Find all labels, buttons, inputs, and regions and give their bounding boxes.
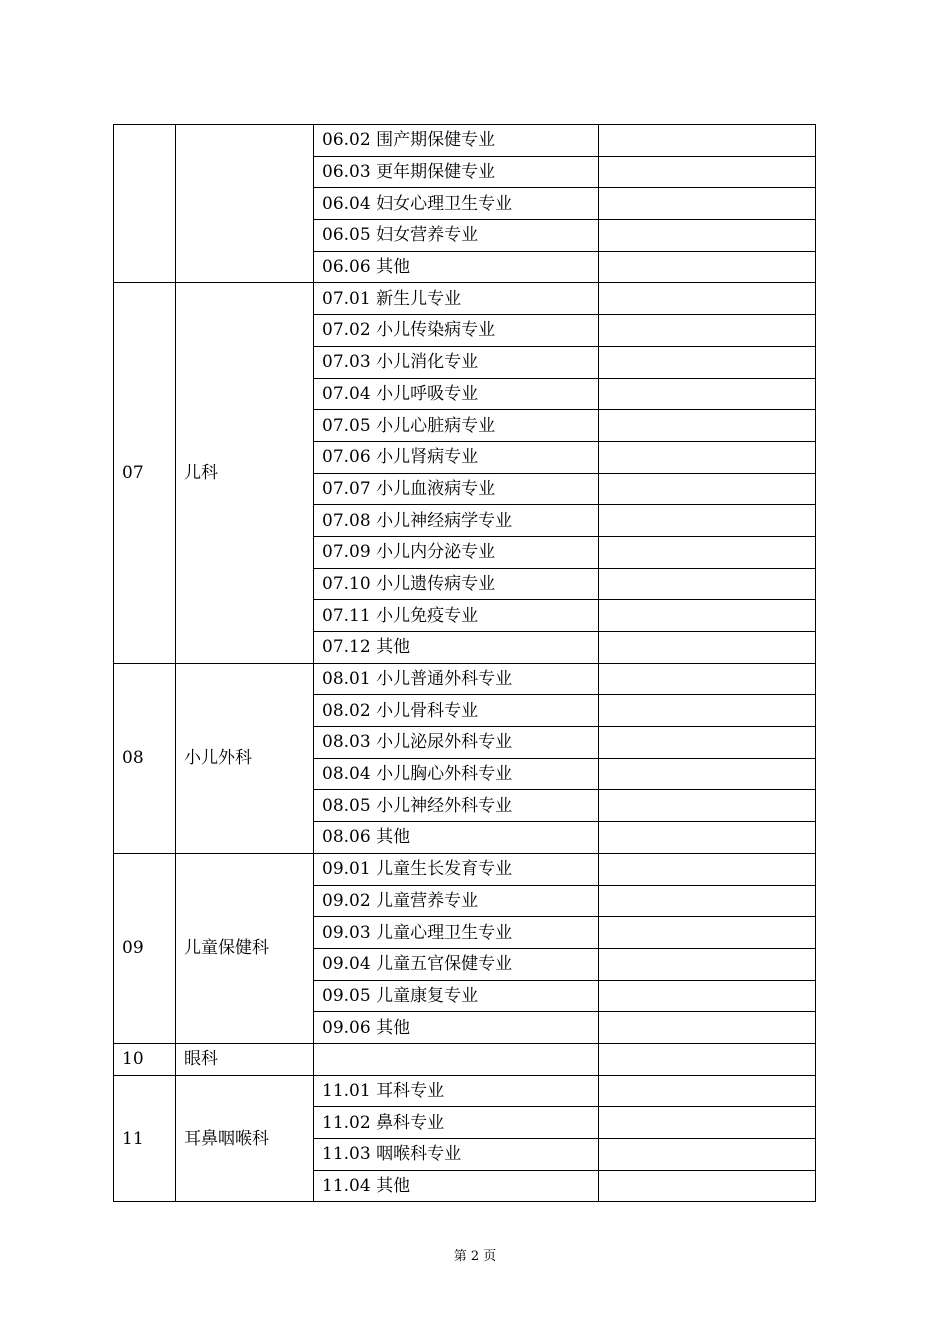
- note-cell: [599, 663, 816, 695]
- note-cell: [599, 695, 816, 727]
- note-cell: [599, 758, 816, 790]
- specialty-cell: 09.05 儿童康复专业: [314, 980, 599, 1012]
- specialty-cell: 11.04 其他: [314, 1170, 599, 1202]
- dept-code-cell: 09: [114, 853, 176, 1043]
- dept-name-cell: 眼科: [176, 1043, 314, 1075]
- specialty-cell: 07.03 小儿消化专业: [314, 346, 599, 378]
- note-cell: [599, 790, 816, 822]
- specialty-cell: [314, 1043, 599, 1075]
- specialty-cell: 07.05 小儿心脏病专业: [314, 410, 599, 442]
- specialty-cell: 06.06 其他: [314, 251, 599, 283]
- note-cell: [599, 1043, 816, 1075]
- table-row: [114, 125, 816, 157]
- specialty-cell: 07.12 其他: [314, 632, 599, 664]
- note-cell: [599, 1170, 816, 1202]
- note-cell: [599, 156, 816, 188]
- specialty-cell: 09.01 儿童生长发育专业: [314, 853, 599, 885]
- note-cell: [599, 727, 816, 759]
- specialty-cell: 07.02 小儿传染病专业: [314, 315, 599, 347]
- note-cell: [599, 125, 816, 157]
- table-row: [114, 1043, 816, 1075]
- specialty-cell: 08.04 小儿胸心外科专业: [314, 758, 599, 790]
- specialty-cell: 07.11 小儿免疫专业: [314, 600, 599, 632]
- note-cell: [599, 410, 816, 442]
- note-cell: [599, 315, 816, 347]
- specialty-cell: 08.06 其他: [314, 822, 599, 854]
- dept-code-cell: 08: [114, 663, 176, 853]
- note-cell: [599, 885, 816, 917]
- dept-name-cell: 儿童保健科: [176, 853, 314, 1043]
- note-cell: [599, 378, 816, 410]
- note-cell: [599, 853, 816, 885]
- specialty-cell: 06.05 妇女营养专业: [314, 220, 599, 252]
- table-row: [114, 663, 816, 695]
- dept-name-cell: 耳鼻咽喉科: [176, 1075, 314, 1202]
- specialty-cell: 06.02 围产期保健专业: [314, 125, 599, 157]
- dept-name-cell: 儿科: [176, 283, 314, 663]
- note-cell: [599, 346, 816, 378]
- note-cell: [599, 917, 816, 949]
- specialty-cell: 06.03 更年期保健专业: [314, 156, 599, 188]
- specialty-cell: 07.07 小儿血液病专业: [314, 473, 599, 505]
- page-number: 第 2 页: [453, 1249, 497, 1264]
- specialty-cell: 08.02 小儿骨科专业: [314, 695, 599, 727]
- note-cell: [599, 251, 816, 283]
- specialty-cell: 07.10 小儿遗传病专业: [314, 568, 599, 600]
- note-cell: [599, 473, 816, 505]
- note-cell: [599, 568, 816, 600]
- specialty-cell: 07.09 小儿内分泌专业: [314, 536, 599, 568]
- note-cell: [599, 505, 816, 537]
- note-cell: [599, 600, 816, 632]
- specialty-cell: 08.01 小儿普通外科专业: [314, 663, 599, 695]
- table-row: [114, 853, 816, 885]
- note-cell: [599, 188, 816, 220]
- specialty-cell: 11.03 咽喉科专业: [314, 1139, 599, 1171]
- specialty-cell: 09.06 其他: [314, 1012, 599, 1044]
- specialty-cell: 08.03 小儿泌尿外科专业: [314, 727, 599, 759]
- specialty-cell: 06.04 妇女心理卫生专业: [314, 188, 599, 220]
- specialty-cell: 07.01 新生儿专业: [314, 283, 599, 315]
- specialty-cell: 07.08 小儿神经病学专业: [314, 505, 599, 537]
- specialty-cell: 11.01 耳科专业: [314, 1075, 599, 1107]
- note-cell: [599, 948, 816, 980]
- note-cell: [599, 1075, 816, 1107]
- dept-name-cell: 小儿外科: [176, 663, 314, 853]
- specialty-cell: 09.03 儿童心理卫生专业: [314, 917, 599, 949]
- table-body: [114, 125, 816, 1202]
- dept-code-cell: [114, 125, 176, 283]
- specialty-cell: 08.05 小儿神经外科专业: [314, 790, 599, 822]
- note-cell: [599, 536, 816, 568]
- note-cell: [599, 822, 816, 854]
- note-cell: [599, 980, 816, 1012]
- specialty-cell: 09.02 儿童营养专业: [314, 885, 599, 917]
- dept-name-cell: [176, 125, 314, 283]
- specialty-cell: 11.02 鼻科专业: [314, 1107, 599, 1139]
- note-cell: [599, 1107, 816, 1139]
- table-row: [114, 1075, 816, 1107]
- dept-code-cell: 07: [114, 283, 176, 663]
- specialty-cell: 07.06 小儿肾病专业: [314, 441, 599, 473]
- dept-code-cell: 10: [114, 1043, 176, 1075]
- note-cell: [599, 1012, 816, 1044]
- department-table: [113, 124, 816, 1202]
- dept-code-cell: 11: [114, 1075, 176, 1202]
- note-cell: [599, 632, 816, 664]
- specialty-cell: 07.04 小儿呼吸专业: [314, 378, 599, 410]
- specialty-cell: 09.04 儿童五官保健专业: [314, 948, 599, 980]
- note-cell: [599, 220, 816, 252]
- note-cell: [599, 441, 816, 473]
- note-cell: [599, 1139, 816, 1171]
- note-cell: [599, 283, 816, 315]
- table-row: [114, 283, 816, 315]
